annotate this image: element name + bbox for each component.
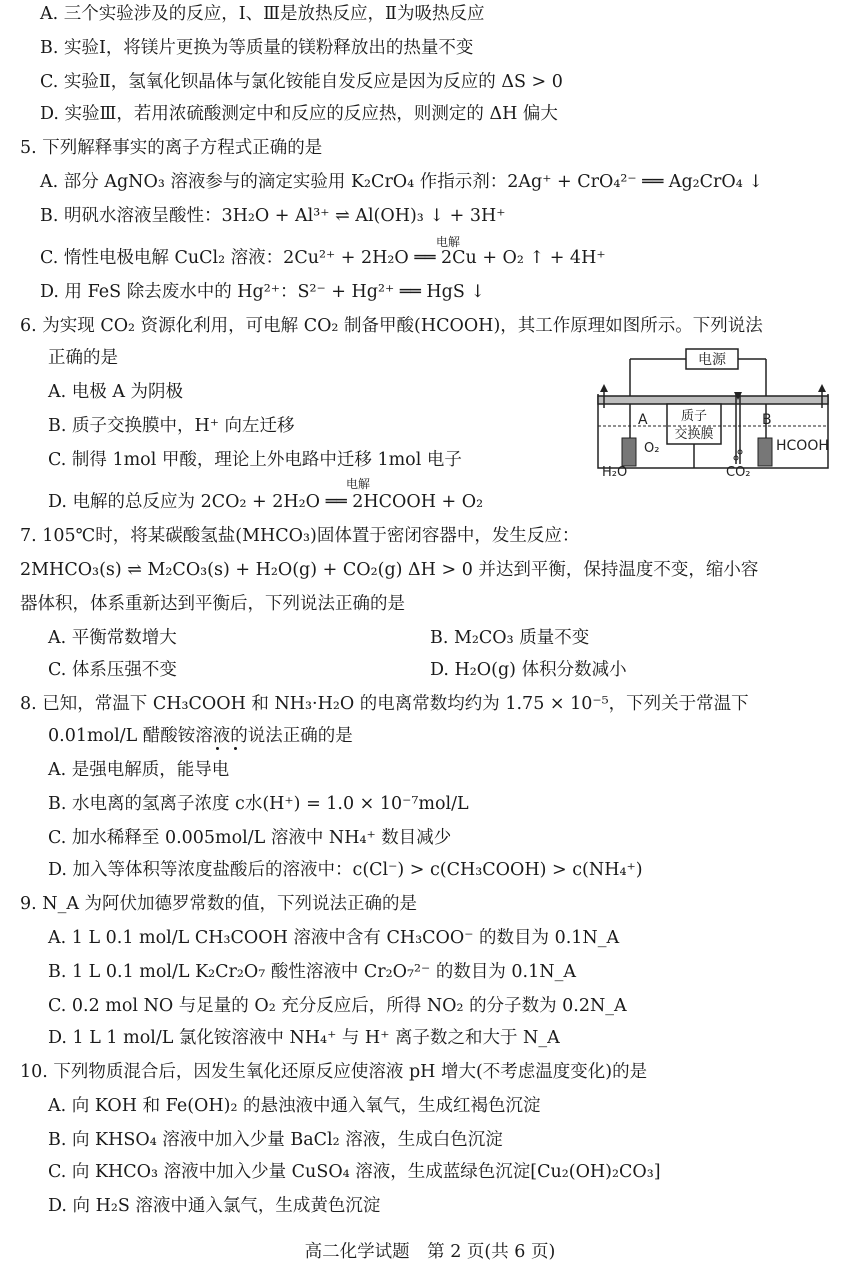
q5-stem: 5. 下列解释事实的离子方程式正确的是	[20, 138, 323, 158]
q5-option-d: D. 用 FeS 除去废水中的 Hg²⁺：S²⁻ + Hg²⁺ ══ HgS ↓	[40, 282, 486, 302]
emphasis-dot	[216, 747, 219, 750]
h2o-label: H₂O	[602, 465, 628, 480]
co2-label: CO₂	[726, 465, 751, 480]
q6-option-c: C. 制得 1mol 甲酸，理论上外电路中迁移 1mol 电子	[48, 450, 462, 470]
q4-option-a: A. 三个实验涉及的反应，Ⅰ、Ⅲ是放热反应，Ⅱ为吸热反应	[40, 4, 485, 24]
q9-option-b: B. 1 L 0.1 mol/L K₂Cr₂O₇ 酸性溶液中 Cr₂O₇²⁻ 的数目为 0.1N_A	[48, 962, 576, 982]
q8-option-a: A. 是强电解质，能导电	[48, 760, 230, 780]
q6-stem-cont: 正确的是	[48, 348, 118, 368]
q9-option-c: C. 0.2 mol NO 与足量的 O₂ 充分反应后，所得 NO₂ 的分子数为 0.2N_A	[48, 996, 627, 1016]
o2-label: O₂	[644, 441, 660, 456]
membrane-label-1: 质子	[680, 409, 708, 424]
q4-option-d: D. 实验Ⅲ，若用浓硫酸测定中和反应的反应热，则测定的 ΔH 偏大	[40, 104, 558, 124]
membrane-label-2: 交换膜	[674, 427, 714, 442]
q5-option-a: A. 部分 AgNO₃ 溶液参与的滴定实验用 K₂CrO₄ 作指示剂：2Ag⁺ + CrO₄²⁻ ══ Ag₂CrO₄ ↓	[40, 172, 764, 192]
q7-stem: 7. 105℃时，将某碳酸氢盐(MHCO₃)固体置于密闭容器中，发生反应：	[20, 526, 580, 546]
q9-option-a: A. 1 L 0.1 mol/L CH₃COOH 溶液中含有 CH₃COO⁻ 的数目为 0.1N_A	[48, 928, 620, 948]
arrow-label: 电解	[346, 477, 371, 491]
q8-stem: 8. 已知，常温下 CH₃COOH 和 NH₃·H₂O 的电离常数均约为 1.75 × 10⁻⁵，下列关于常温下	[20, 694, 749, 714]
q4-option-c: C. 实验Ⅱ，氢氧化钡晶体与氯化铵能自发反应是因为反应的 ΔS > 0	[40, 72, 563, 92]
electrolysis-diagram	[590, 346, 840, 481]
q10-stem: 10. 下列物质混合后，因发生氧化还原反应使溶液 pH 增大(不考虑温度变化)的是	[20, 1062, 648, 1082]
q9-stem: 9. N_A 为阿伏加德罗常数的值，下列说法正确的是	[20, 894, 418, 914]
page-footer: 高二化学试题 第 2 页(共 6 页)	[304, 1242, 556, 1262]
q10-option-c: C. 向 KHCO₃ 溶液中加入少量 CuSO₄ 溶液，生成蓝绿色沉淀[Cu₂(OH)₂CO₃]	[48, 1162, 661, 1182]
electrode-a-label: A	[638, 412, 648, 428]
arrow-label: 电解	[436, 235, 461, 249]
q8-option-d: D. 加入等体积等浓度盐酸后的溶液中：c(Cl⁻) > c(CH₃COOH) > c(NH₄⁺)	[48, 860, 643, 880]
q10-option-d: D. 向 H₂S 溶液中通入氯气，生成黄色沉淀	[48, 1196, 381, 1216]
q4-option-b: B. 实验Ⅰ，将镁片更换为等质量的镁粉释放出的热量不变	[40, 38, 474, 58]
q9-option-d: D. 1 L 1 mol/L 氯化铵溶液中 NH₄⁺ 与 H⁺ 离子数之和大于 N_A	[48, 1028, 560, 1048]
q8-stem-cont: 0.01mol/L 醋酸铵溶液的说法正确的是	[48, 726, 353, 746]
hcooh-label: HCOOH	[776, 438, 829, 454]
q7-option-d: D. H₂O(g) 体积分数减小	[430, 660, 627, 680]
q7-option-a: A. 平衡常数增大	[48, 628, 177, 648]
emphasis-dot	[234, 747, 237, 750]
q8-option-b: B. 水电离的氢离子浓度 c水(H⁺) = 1.0 × 10⁻⁷mol/L	[48, 794, 469, 814]
q10-option-a: A. 向 KOH 和 Fe(OH)₂ 的悬浊液中通入氧气，生成红褐色沉淀	[48, 1096, 541, 1116]
q7-option-c: C. 体系压强不变	[48, 660, 177, 680]
q5-option-b: B. 明矾水溶液呈酸性：3H₂O + Al³⁺ ⇌ Al(OH)₃ ↓ + 3H⁺	[40, 206, 506, 226]
q6-stem: 6. 为实现 CO₂ 资源化利用，可电解 CO₂ 制备甲酸(HCOOH)，其工作原理如图所示。下列说法	[20, 316, 763, 336]
q7-equation: 2MHCO₃(s) ⇌ M₂CO₃(s) + H₂O(g) + CO₂(g) ΔH > 0 并达到平衡，保持温度不变，缩小容	[20, 560, 759, 580]
q7-stem-cont: 器体积，体系重新达到平衡后，下列说法正确的是	[20, 594, 405, 614]
q10-option-b: B. 向 KHSO₄ 溶液中加入少量 BaCl₂ 溶液，生成白色沉淀	[48, 1130, 503, 1150]
q6-option-b: B. 质子交换膜中，H⁺ 向左迁移	[48, 416, 295, 436]
electrode-b-label: B	[762, 412, 772, 428]
q6-option-d: D. 电解的总反应为 2CO₂ + 2H₂O ══ 2HCOOH + O₂	[48, 492, 484, 512]
q8-option-c: C. 加水稀释至 0.005mol/L 溶液中 NH₄⁺ 数目减少	[48, 828, 452, 848]
q5-option-c: C. 惰性电极电解 CuCl₂ 溶液：2Cu²⁺ + 2H₂O ══ 2Cu + O₂ ↑ + 4H⁺	[40, 248, 606, 268]
q6-option-a: A. 电极 A 为阴极	[48, 382, 184, 402]
power-label: 电源	[698, 352, 726, 368]
q7-option-b: B. M₂CO₃ 质量不变	[430, 628, 590, 648]
